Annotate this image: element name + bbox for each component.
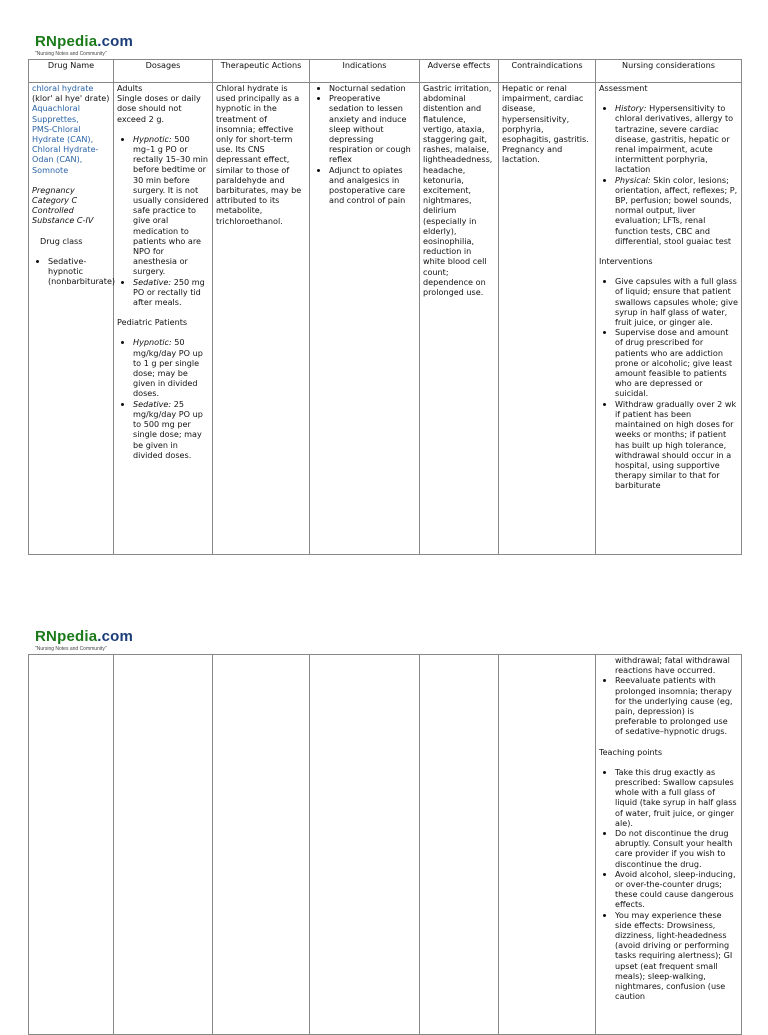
list-item: • Take this drug exactly as prescribed: Swallow capsules whole with a full glass of liquid (take syrup in half glass of water, fruit juice, or ginger ale). xyxy=(615,767,738,828)
brand-pedia: pedia xyxy=(57,628,98,645)
adverse-effects-text: Gastric irritation, abdominal distention and flatulence, vertigo, ataxia, staggering gait, rashes, malaise, lightheadedness, headache, ketonuria, excitement, nightmares, delirium (especially in elderly), eosinophilia, reduction in white blood cell count; dependence on prolonged use. xyxy=(423,83,493,298)
header-indications: Indications xyxy=(310,60,420,83)
list-item xyxy=(133,337,209,398)
brand-rn: RN xyxy=(35,33,58,50)
cell-drug-name xyxy=(29,83,114,555)
cell-nursing-considerations xyxy=(596,655,742,1035)
teaching-points-label: Teaching points xyxy=(599,746,663,757)
list-item: • Do not discontinue the drug abruptly. Consult your health care provider if you wish to discontinue the drug. xyxy=(615,828,738,869)
adult-dose-list xyxy=(117,134,209,307)
pediatric-dose-list xyxy=(117,337,209,459)
list-item: • Avoid alcohol, sleep-inducing, or over-the-counter drugs; these could cause dangerous effects. xyxy=(615,869,738,910)
header-adverse-effects: Adverse effects xyxy=(420,60,499,83)
drug-table-page-2 xyxy=(28,654,742,1035)
list-item: • Preoperative sedation to lessen anxiety and induce sleep without depressing respiration or cough reflex xyxy=(329,93,416,164)
header-drug-name: Drug Name xyxy=(29,60,114,83)
contraindications-text: Hepatic or renal impairment, cardiac disease, hypersensitivity, porphyria, esophagitis, gastritis. xyxy=(502,83,589,145)
brand-tagline-page-2: "Nursing Notes and Community" xyxy=(35,646,107,652)
list-item: • Withdraw gradually over 2 wk if patient has been maintained on high doses for weeks or months; if patient has built up high tolerance, withdrawal should occur in a hospital, using supportive therapy similar to that for barbiturate xyxy=(615,399,738,491)
header-contraindications: Contraindications xyxy=(499,60,596,83)
list-item: • You may experience these side effects: Drowsiness, dizziness, light-headedness (avoid driving or performing tasks requiring alertness); GI upset (eat frequent small meals); sleep-walking, nightmares, confusion (use caution xyxy=(615,910,738,1002)
assessment-item-text: Hypersensitivity to chloral derivatives, allergy to tartrazine, severe cardiac disease, gastritis, hepatic or renal impairment, acute intermittent porphyria, lactation xyxy=(615,103,734,175)
drug-class-list xyxy=(32,255,116,287)
pediatric-label: Pediatric Patients xyxy=(117,317,188,328)
brand-name-aquachloral[interactable]: Aquachloral Supprettes, xyxy=(32,103,80,124)
cell-dosages xyxy=(114,83,213,555)
brand-dotcom: .com xyxy=(97,628,134,645)
list-item: • Sedative-hypnotic (nonbarbiturate) xyxy=(48,256,110,287)
dose-text: 50 mg/kg/day PO up to 1 g per single dose; may be given in divided doses. xyxy=(133,337,203,399)
interventions-label: Interventions xyxy=(599,256,653,267)
list-item: • Adjunct to opiates and analgesics in postoperative care and control of pain xyxy=(329,165,416,206)
list-item: • Supervise dose and amount of drug prescribed for patients who are addiction prone or alcoholic; give least amount feasible to patients who are depressed or suicidal. xyxy=(615,327,738,398)
drug-class-label: Drug class xyxy=(40,235,83,246)
brand-pedia: pedia xyxy=(57,33,98,50)
therapeutic-actions-text: Chloral hydrate is used principally as a hypnotic in the treatment of insomnia; effective only for short-term use. Its CNS depressant effect, similar to those of paraldehyde and barbiturates, may be attributed to its metabolite, trichloroethanol. xyxy=(216,83,302,226)
list-item xyxy=(133,134,209,277)
assessment-item-label: Physical: xyxy=(615,174,651,185)
assessment-item-label: History: xyxy=(615,103,647,114)
cell-indications xyxy=(310,655,420,1035)
dose-label: Hypnotic: xyxy=(133,133,172,144)
table-row xyxy=(29,83,742,555)
cell-adverse-effects xyxy=(420,83,499,555)
list-item: • Give capsules with a full glass of liquid; ensure that patient swallows capsules whole; give syrup in half glass of water, fruit juice, or ginger ale. xyxy=(615,276,738,327)
adults-text: Single doses or daily dose should not exceed 2 g. xyxy=(117,93,201,124)
intervention-continued-text: withdrawal; fatal withdrawal reactions have occurred. xyxy=(615,655,730,676)
header-nursing-considerations: Nursing considerations xyxy=(596,60,742,83)
cell-contraindications xyxy=(499,655,596,1035)
list-item xyxy=(133,399,209,460)
list-item: • Nocturnal sedation xyxy=(329,83,416,93)
controlled-substance: Controlled Substance C-IV xyxy=(32,205,94,226)
brand-dotcom: .com xyxy=(97,33,134,50)
dose-label: Hypnotic: xyxy=(133,337,172,348)
cell-nursing-considerations xyxy=(596,83,742,555)
cell-indications xyxy=(310,83,420,555)
brand-name-pms-chloral[interactable]: PMS-Chloral Hydrate (CAN), xyxy=(32,123,94,145)
brand-logo-page-2[interactable] xyxy=(35,628,133,645)
brand-tagline: "Nursing Notes and Community" xyxy=(35,51,107,57)
drug-name-generic[interactable]: chloral hydrate xyxy=(32,83,94,93)
table-header-row xyxy=(29,60,742,83)
dose-text: 250 mg PO or rectally tid after meals. xyxy=(133,276,205,308)
header-dosages: Dosages xyxy=(114,60,213,83)
cell-contraindications xyxy=(499,83,596,555)
brand-rn: RN xyxy=(35,628,58,645)
brand-name-chloral-odan[interactable]: Chloral Hydrate-Odan (CAN), xyxy=(32,144,99,165)
dose-text: 500 mg–1 g PO or rectally 15–30 min before bedtime or 30 min before surgery. It is not usually considered safe practice to give oral medication to patients who are NPO for anesthesia or surgery. xyxy=(133,133,209,277)
cell-adverse-effects xyxy=(420,655,499,1035)
cell-drug-name xyxy=(29,655,114,1035)
adults-label: Adults xyxy=(117,83,143,93)
interventions-list-continued xyxy=(599,675,738,736)
pregnancy-category: Pregnancy Category C xyxy=(32,184,78,206)
cell-therapeutic-actions xyxy=(213,83,310,555)
drug-pronunciation: (klor' al hye' drate) xyxy=(32,93,110,104)
assessment-list xyxy=(599,103,738,246)
cell-therapeutic-actions xyxy=(213,655,310,1035)
list-item: • Reevaluate patients with prolonged insomnia; therapy for the underlying cause (eg, pain, depression) is preferable to prolonged use of sedative–hypnotic drugs. xyxy=(615,675,738,736)
brand-name-somnote[interactable]: Somnote xyxy=(32,164,69,175)
dose-label: Sedative: xyxy=(133,276,172,287)
dose-text: 25 mg/kg/day PO up to 500 mg per single dose; may be given in divided doses. xyxy=(133,398,203,460)
assessment-label: Assessment xyxy=(599,83,648,93)
table-row xyxy=(29,655,742,1035)
dose-label: Sedative: xyxy=(133,398,172,409)
list-item xyxy=(133,277,209,308)
brand-logo[interactable] xyxy=(35,33,133,50)
indications-list xyxy=(313,83,416,205)
assessment-item-text: Skin color, lesions; orientation, affect, reflexes; P, BP, perfusion; bowel sounds, normal output, liver evaluation; LFTs, renal function tests, CBC and differential, stool guaiac test xyxy=(615,174,738,246)
drug-table-page-1 xyxy=(28,59,742,555)
interventions-list xyxy=(599,276,738,490)
teaching-points-list xyxy=(599,767,738,1002)
list-item xyxy=(615,103,738,174)
cell-dosages xyxy=(114,655,213,1035)
contraindications-pregnancy: Pregnancy and lactation. xyxy=(502,144,563,165)
header-therapeutic-actions: Therapeutic Actions xyxy=(213,60,310,83)
list-item xyxy=(615,175,738,246)
